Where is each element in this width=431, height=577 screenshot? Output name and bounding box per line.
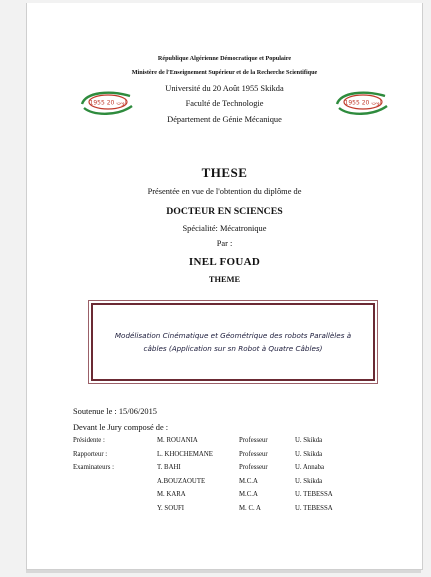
jury-role: Rapporteur : bbox=[73, 450, 108, 458]
jury-grade: Professeur bbox=[239, 464, 268, 472]
jury-name: M. ROUANIA bbox=[157, 437, 198, 444]
defense-date: Soutenue le : 15/06/2015 bbox=[73, 407, 157, 416]
jury-grade: Professeur bbox=[239, 437, 268, 444]
jury-university: U. Annaba bbox=[295, 464, 325, 472]
department-line: Département de Génie Mécanique bbox=[167, 115, 282, 124]
theme-label: THEME bbox=[208, 275, 241, 284]
by-label: Par : bbox=[216, 239, 233, 248]
university-logo-right bbox=[335, 88, 389, 116]
jury-name: L. KHOCHEMANE bbox=[157, 450, 213, 458]
thesis-title: Modélisation Cinématique et Géométrique des robots Parallèles à câbles (Application sur sn Robot à Quatre Câbles) bbox=[114, 331, 352, 353]
jury-grade: M. C. A bbox=[239, 504, 261, 512]
jury-row bbox=[73, 451, 393, 465]
logo-left-text: 1955 أوت 20 bbox=[89, 99, 127, 107]
document-page bbox=[26, 3, 423, 570]
author-name: INEL FOUAD bbox=[188, 256, 261, 268]
jury-row bbox=[73, 491, 393, 505]
jury-list bbox=[73, 437, 393, 519]
university-line: Université du 20 Août 1955 Skikda bbox=[165, 84, 284, 93]
university-logo-left bbox=[80, 88, 134, 116]
specialty-line: Spécialité: Mécatronique bbox=[182, 224, 267, 233]
jury-name: A.BOUZAOUTE bbox=[157, 477, 206, 485]
jury-row bbox=[73, 464, 393, 478]
logo-right-text: 1955 أوت 20 bbox=[344, 99, 382, 107]
jury-grade: M.C.A bbox=[239, 491, 258, 499]
jury-row bbox=[73, 437, 393, 451]
jury-university: U. TEBESSA bbox=[295, 491, 333, 499]
degree-title: DOCTEUR EN SCIENCES bbox=[166, 206, 283, 217]
jury-role: Présidente : bbox=[73, 437, 105, 444]
jury-name: Y. SOUFI bbox=[157, 504, 185, 512]
jury-university: U. Skikda bbox=[295, 437, 323, 444]
page-edge bbox=[26, 570, 421, 573]
jury-university: U. Skikda bbox=[295, 477, 323, 485]
ministry-line: Ministère de l'Enseignement Supérieur et de la Recherche Scientifique bbox=[131, 69, 318, 76]
jury-intro: Devant le Jury composé de : bbox=[73, 423, 169, 432]
jury-name: T. BAHI bbox=[157, 464, 181, 472]
doc-type-title: THESE bbox=[201, 165, 248, 180]
purpose-line: Présentée en vue de l'obtention du diplôme de bbox=[147, 187, 302, 196]
republic-line: République Algérienne Démocratique et Populaire bbox=[157, 55, 292, 62]
jury-university: U. Skikda bbox=[295, 450, 323, 458]
jury-row bbox=[73, 478, 393, 492]
faculty-line: Faculté de Technologie bbox=[185, 99, 264, 108]
jury-role: Examinateurs : bbox=[73, 464, 114, 472]
jury-name: M. KARA bbox=[157, 491, 186, 499]
jury-row bbox=[73, 505, 393, 519]
jury-grade: M.C.A bbox=[239, 477, 258, 485]
jury-university: U. TEBESSA bbox=[295, 504, 333, 512]
jury-grade: Professeur bbox=[239, 450, 268, 458]
thesis-title-box bbox=[91, 303, 375, 381]
